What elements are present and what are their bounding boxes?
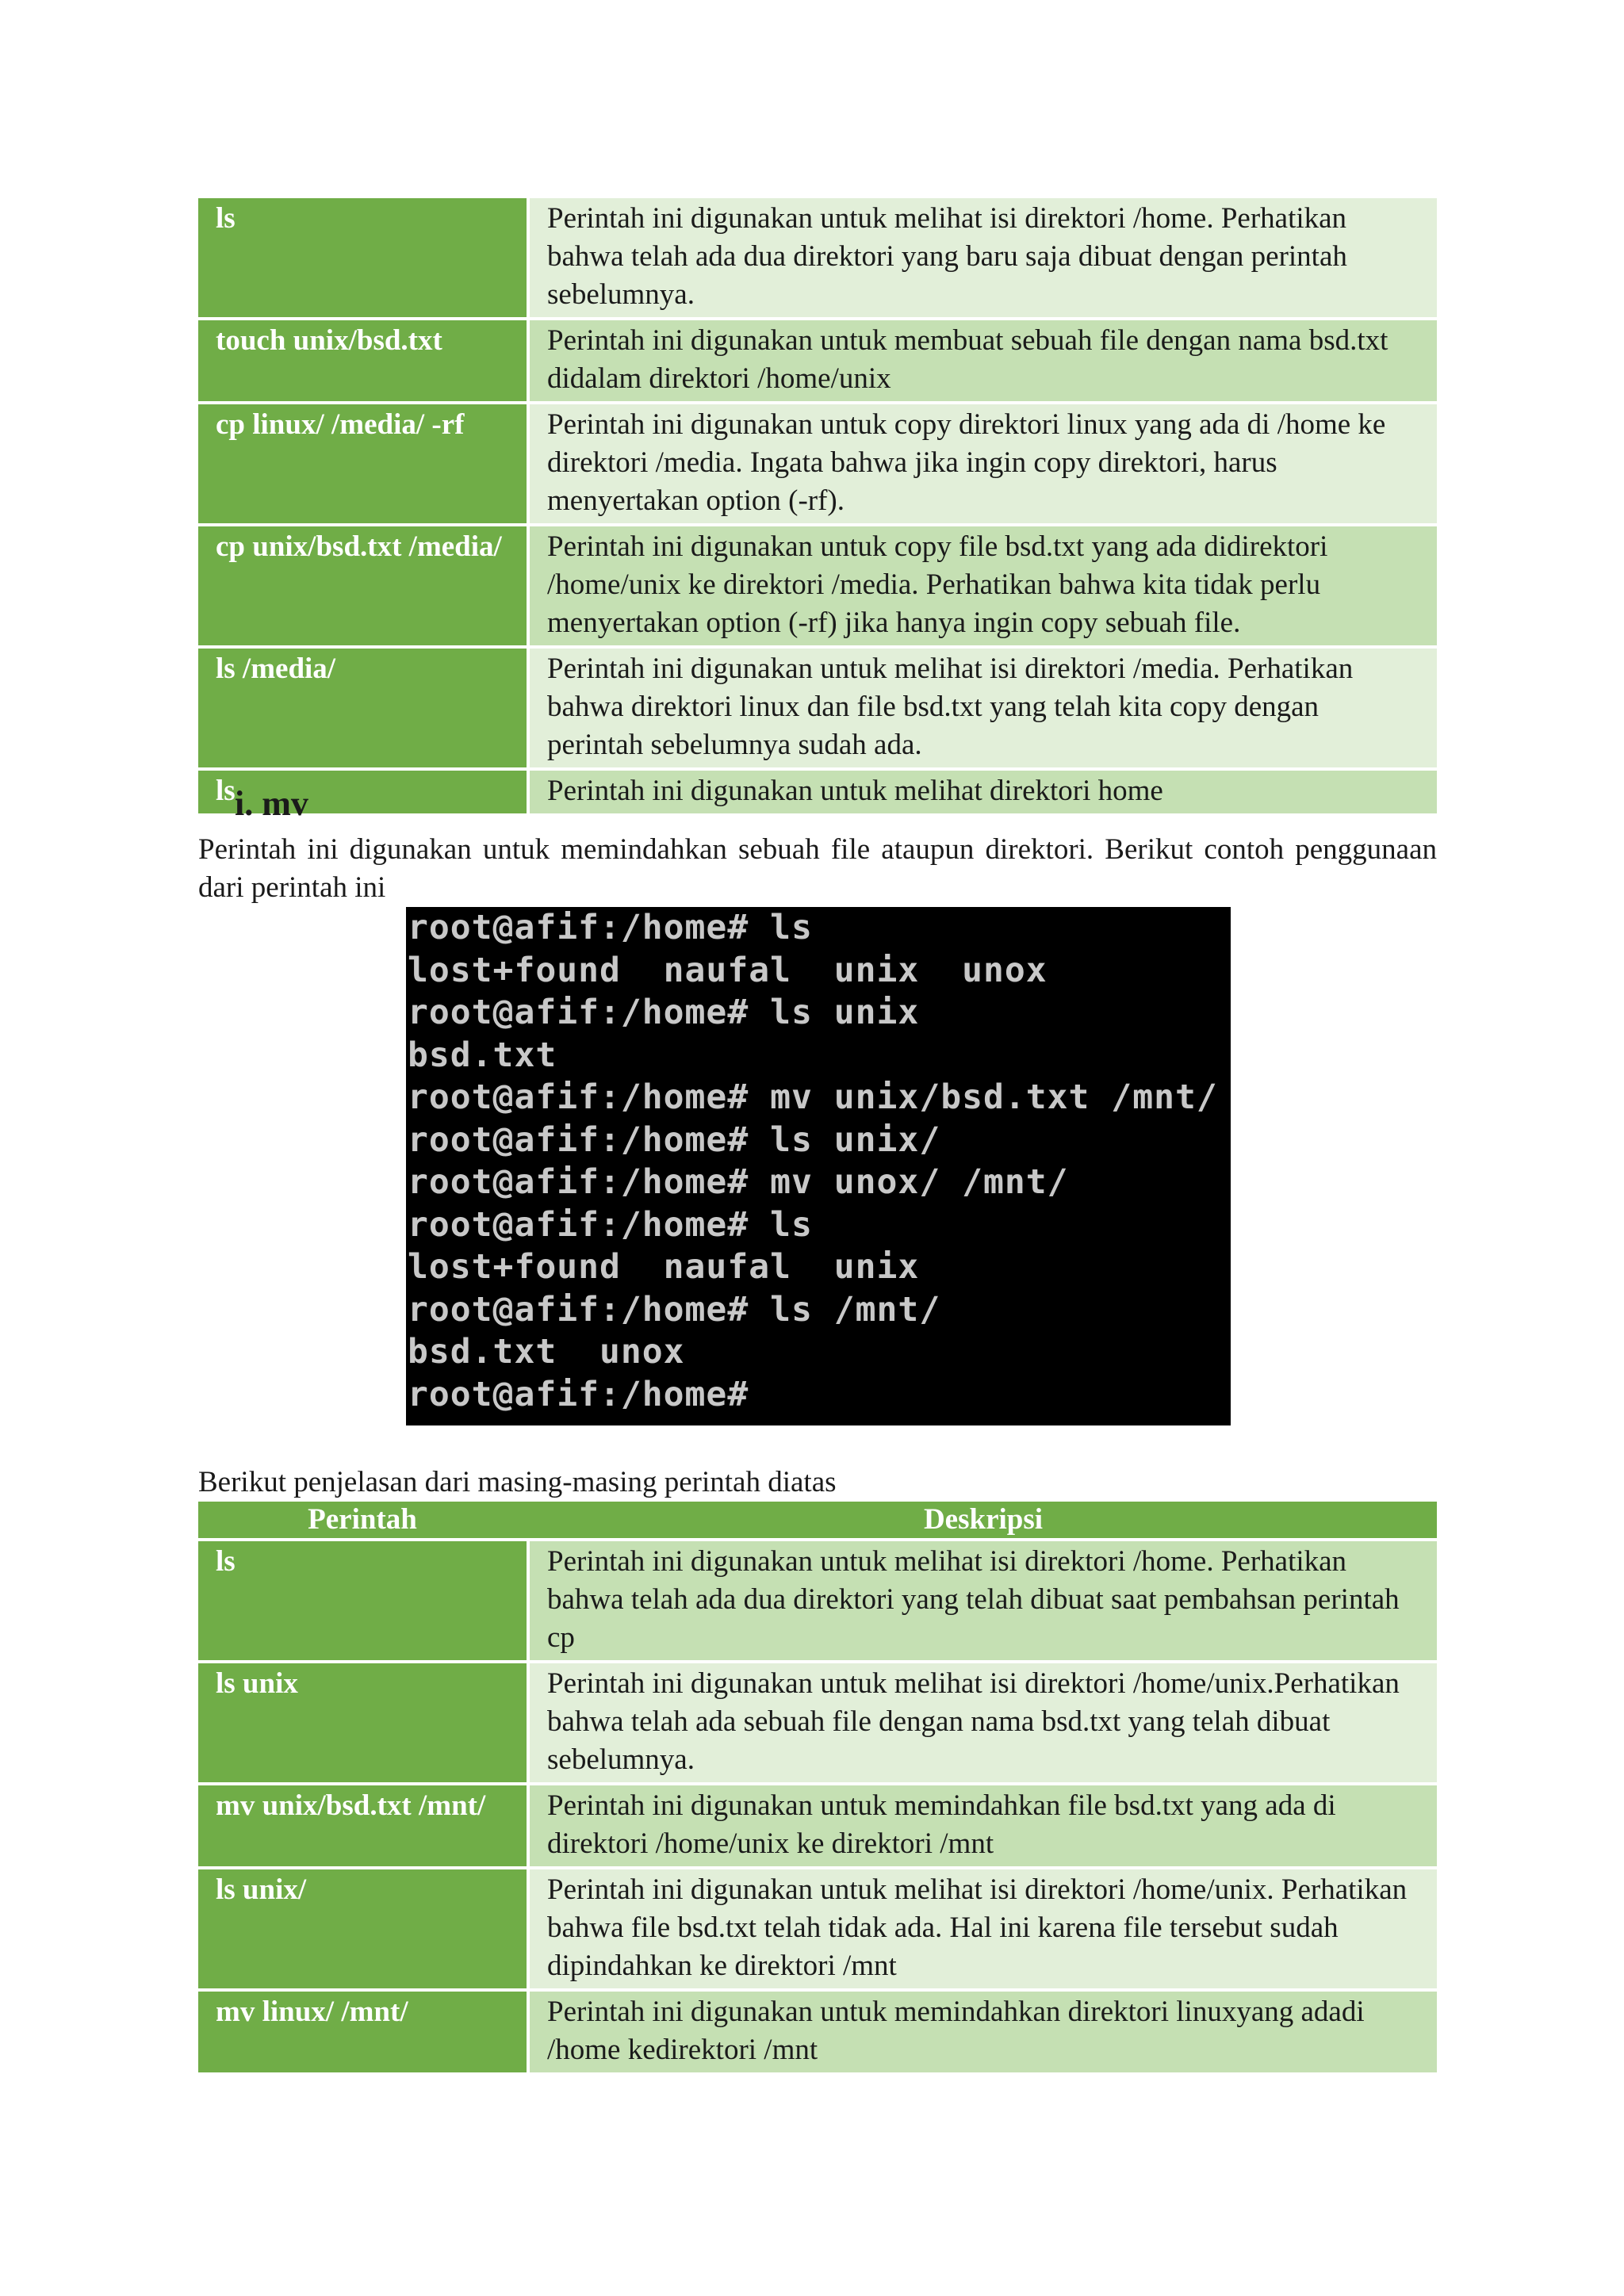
- command-cell: ls /media/: [198, 649, 527, 767]
- terminal-line: root@afif:/home# ls unix: [408, 993, 920, 1032]
- command-cell: touch unix/bsd.txt: [198, 320, 527, 401]
- terminal-line: root@afif:/home# ls unix/: [408, 1119, 941, 1160]
- terminal-line: root@afif:/home# mv unox/ /mnt/: [408, 1162, 1069, 1202]
- terminal-line: lost+found naufal unix: [408, 1247, 920, 1287]
- command-table-mv-body: [198, 1541, 1437, 2072]
- table-row: [198, 198, 1437, 317]
- description-cell: Perintah ini digunakan untuk melihat isi direktori /home/unix. Perhatikan bahwa file bsd.txt telah tidak ada. Hal ini karena file tersebut sudah dipindahkan ke direktori /mnt: [530, 1869, 1437, 1988]
- header-deskripsi: Deskripsi: [530, 1502, 1437, 1538]
- terminal-line: bsd.txt: [408, 1035, 557, 1075]
- header-perintah: Perintah: [198, 1502, 527, 1538]
- table-row: [198, 320, 1437, 401]
- command-table-cp: [198, 195, 1437, 817]
- command-cell: cp linux/ /media/ -rf: [198, 404, 527, 523]
- table-row: [198, 1869, 1437, 1988]
- terminal-line: root@afif:/home#: [408, 1374, 749, 1414]
- table-row: [198, 404, 1437, 523]
- table-caption: Berikut penjelasan dari masing-masing perintah diatas: [198, 1466, 837, 1498]
- terminal-line: root@afif:/home# ls: [408, 1204, 813, 1245]
- terminal-line: lost+found naufal unix unox: [408, 950, 1048, 990]
- terminal-line: root@afif:/home# ls: [408, 908, 813, 947]
- table-row: [198, 1663, 1437, 1782]
- terminal-line: bsd.txt unox: [408, 1332, 685, 1372]
- section-intro: Perintah ini digunakan untuk memindahkan sebuah file ataupun direktori. Berikut contoh penggunaan dari perintah ini: [198, 833, 1437, 904]
- section-heading-mv: i. mv: [235, 784, 308, 823]
- command-cell: cp unix/bsd.txt /media/: [198, 526, 527, 645]
- command-cell: mv unix/bsd.txt /mnt/: [198, 1785, 527, 1866]
- description-cell: Perintah ini digunakan untuk melihat isi direktori /home. Perhatikan bahwa telah ada dua direktori yang baru saja dibuat dengan perintah sebelumnya.: [530, 198, 1437, 317]
- command-cell: ls unix: [198, 1663, 527, 1782]
- description-cell: Perintah ini digunakan untuk membuat sebuah file dengan nama bsd.txt didalam direktori /home/unix: [530, 320, 1437, 401]
- description-cell: Perintah ini digunakan untuk copy file bsd.txt yang ada didirektori /home/unix ke direktori /media. Perhatikan bahwa kita tidak perlu menyertakan option (-rf) jika hanya ingin copy sebuah file.: [530, 526, 1437, 645]
- description-cell: Perintah ini digunakan untuk melihat direktori home: [530, 771, 1437, 813]
- description-cell: Perintah ini digunakan untuk melihat isi direktori /media. Perhatikan bahwa direktori linux dan file bsd.txt yang telah kita copy dengan perintah sebelumnya sudah ada.: [530, 649, 1437, 767]
- description-cell: Perintah ini digunakan untuk melihat isi direktori /home. Perhatikan bahwa telah ada dua direktori yang telah dibuat saat pembahsan perintah cp: [530, 1541, 1437, 1660]
- description-cell: Perintah ini digunakan untuk memindahkan file bsd.txt yang ada di direktori /home/unix ke direktori /mnt: [530, 1785, 1437, 1866]
- table-row: [198, 649, 1437, 767]
- terminal-screenshot: [406, 907, 1231, 1425]
- command-cell: ls: [198, 198, 527, 317]
- terminal-line: root@afif:/home# mv unix/bsd.txt /mnt/: [408, 1077, 1218, 1117]
- command-table-mv: [198, 1498, 1437, 2076]
- command-cell: ls: [198, 1541, 527, 1660]
- description-cell: Perintah ini digunakan untuk copy direktori linux yang ada di /home ke direktori /media. Ingata bahwa jika ingin copy direktori, harus menyertakan option (-rf).: [530, 404, 1437, 523]
- table-row: [198, 1541, 1437, 1660]
- table-row: [198, 771, 1437, 813]
- terminal-line: root@afif:/home# ls /mnt/: [408, 1289, 941, 1330]
- table-row: [198, 526, 1437, 645]
- description-cell: Perintah ini digunakan untuk memindahkan direktori linuxyang adadi /home kedirektori /mnt: [530, 1992, 1437, 2072]
- command-table-cp-body: [198, 198, 1437, 813]
- command-cell: mv linux/ /mnt/: [198, 1992, 527, 2072]
- command-cell: ls: [198, 771, 527, 813]
- command-cell: ls unix/: [198, 1869, 527, 1988]
- table-row: [198, 1992, 1437, 2072]
- table-header-row: [198, 1502, 1437, 1538]
- table-row: [198, 1785, 1437, 1866]
- description-cell: Perintah ini digunakan untuk melihat isi direktori /home/unix.Perhatikan bahwa telah ada sebuah file dengan nama bsd.txt yang telah dibuat sebelumnya.: [530, 1663, 1437, 1782]
